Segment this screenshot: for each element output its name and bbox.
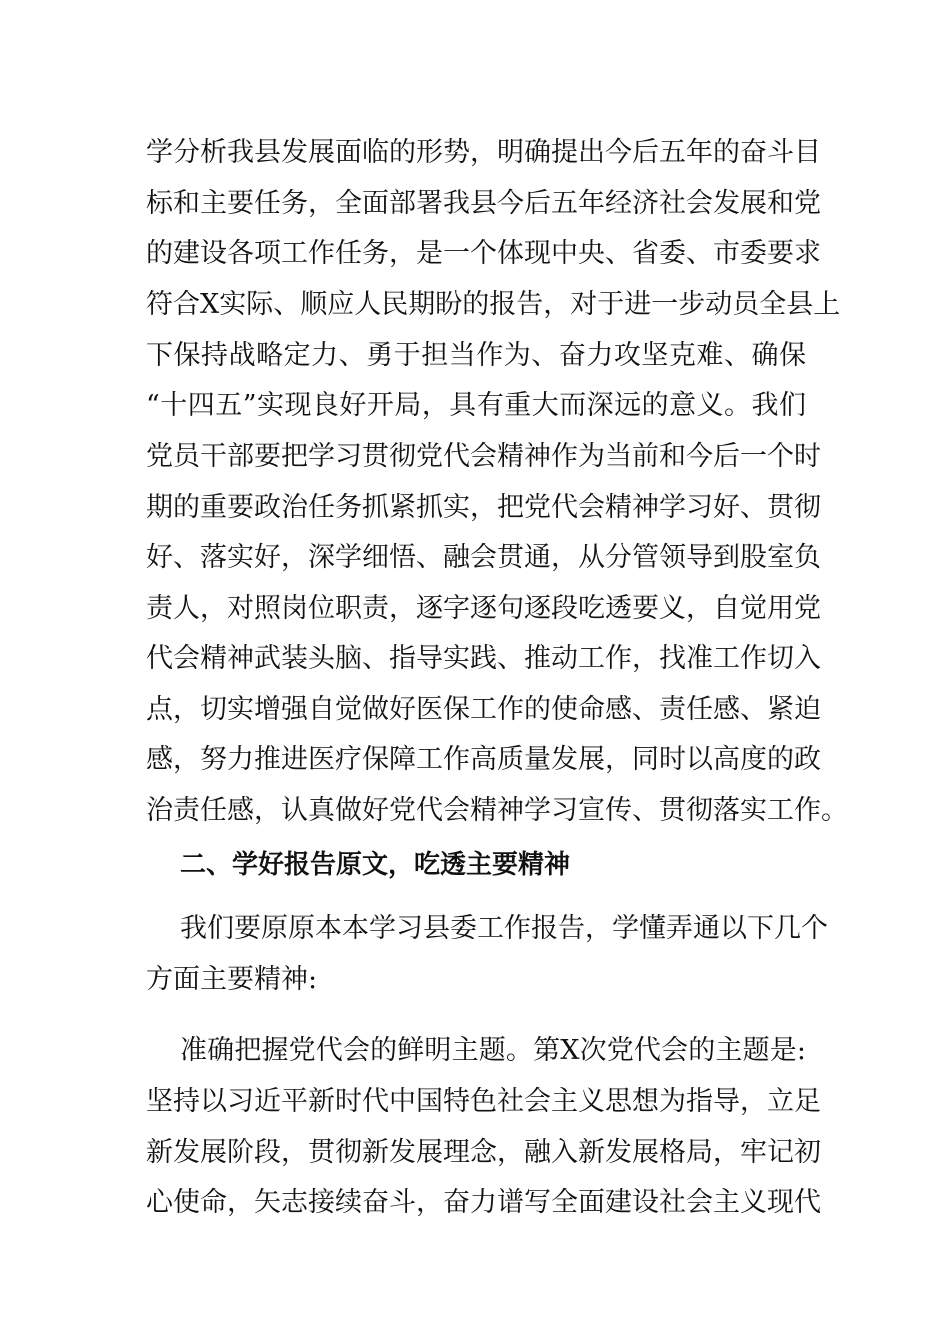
paragraph-line: 感，努力推进医疗保障工作高质量发展，同时以高度的政	[146, 744, 821, 775]
paragraph-line: 准确把握党代会的鲜明主题。第X次党代会的主题是:	[180, 1035, 806, 1066]
paragraph-line: “十四五”实现良好开局，具有重大而深远的意义。我们	[146, 390, 806, 421]
paragraph-line: 我们要原原本本学习县委工作报告，学懂弄通以下几个	[180, 913, 828, 944]
paragraph-line: 方面主要精神:	[146, 964, 318, 995]
section-heading: 二、学好报告原文，吃透主要精神	[180, 850, 571, 880]
paragraph-line: 治责任感，认真做好党代会精神学习宣传、贯彻落实工作。	[146, 795, 848, 826]
paragraph-line: 新发展阶段，贯彻新发展理念，融入新发展格局，牢记初	[146, 1137, 821, 1168]
paragraph-line: 坚持以习近平新时代中国特色社会主义思想为指导，立足	[146, 1086, 821, 1117]
paragraph-line: 的建设各项工作任务，是一个体现中央、省委、市委要求	[146, 238, 821, 269]
paragraph-line: 点，切实增强自觉做好医保工作的使命感、责任感、紧迫	[146, 694, 821, 725]
paragraph-line: 标和主要任务，全面部署我县今后五年经济社会发展和党	[146, 188, 821, 219]
paragraph-line: 学分析我县发展面临的形势，明确提出今后五年的奋斗目	[146, 137, 821, 168]
paragraph-line: 代会精神武装头脑、指导实践、推动工作，找准工作切入	[146, 643, 821, 674]
paragraph-line: 责人，对照岗位职责，逐字逐句逐段吃透要义，自觉用党	[146, 593, 821, 624]
paragraph-line: 下保持战略定力、勇于担当作为、奋力攻坚克难、确保	[146, 340, 806, 371]
paragraph-line: 好、落实好，深学细悟、融会贯通，从分管领导到股室负	[146, 542, 821, 573]
paragraph-line: 期的重要政治任务抓紧抓实，把党代会精神学习好、贯彻	[146, 492, 821, 523]
paragraph-line: 心使命，矢志接续奋斗，奋力谱写全面建设社会主义现代	[146, 1187, 821, 1218]
paragraph-line: 符合X实际、顺应人民期盼的报告，对于进一步动员全县上	[146, 289, 841, 320]
paragraph-line: 党员干部要把学习贯彻党代会精神作为当前和今后一个时	[146, 441, 821, 472]
